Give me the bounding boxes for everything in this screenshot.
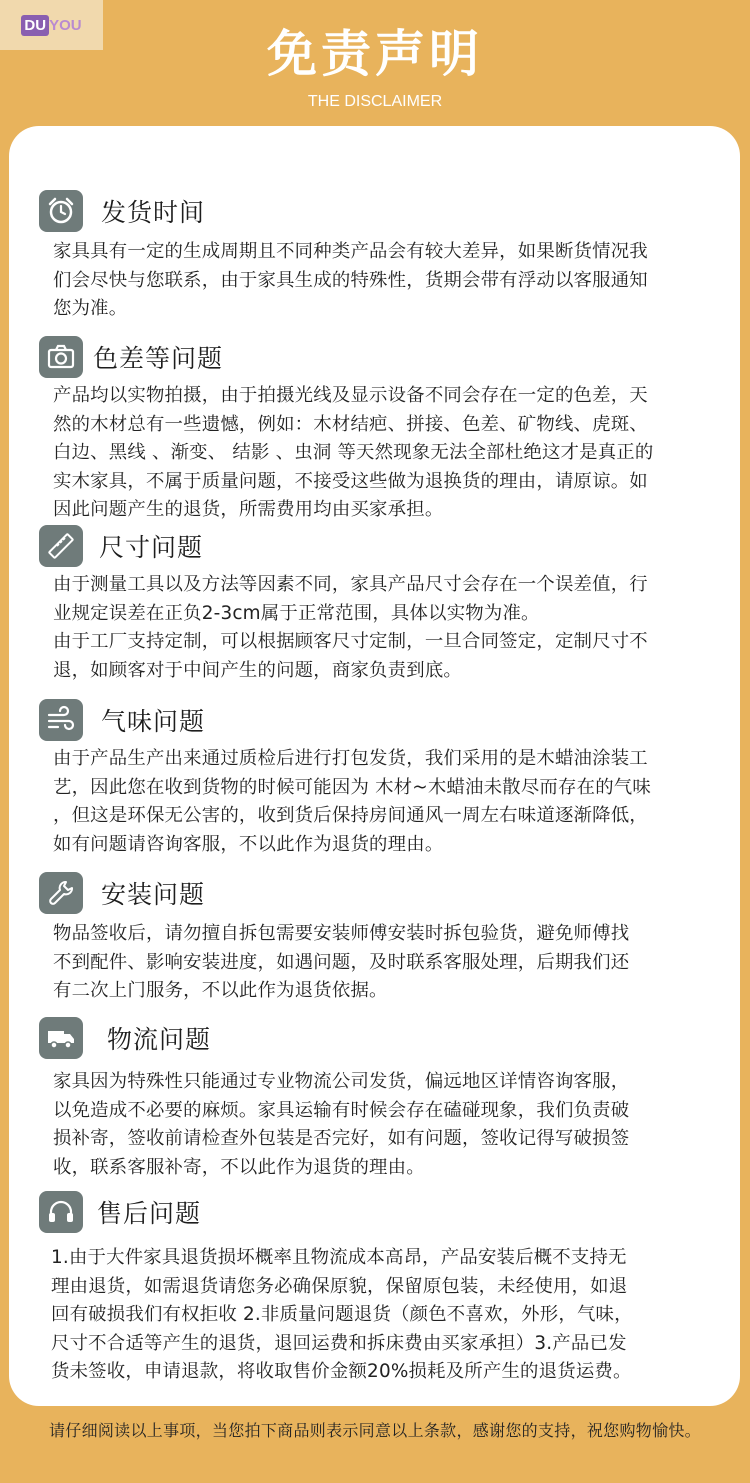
wind-icon: [39, 699, 83, 741]
page-title: 免责声明: [267, 25, 483, 83]
text-line: 白边、黑线 、渐变、 结影 、虫洞 等天然现象无法全部杜绝这才是真正的: [53, 442, 654, 463]
section-color-difference: [39, 335, 729, 525]
text-line: 由于测量工具以及方法等因素不同，家具产品尺寸会存在一个误差值，行: [53, 574, 648, 595]
section-odor: [39, 698, 729, 859]
ruler-icon: [39, 525, 83, 567]
text-line: 如有问题请咨询客服，不以此作为退货的理由。: [53, 833, 444, 855]
section-title: 物流问题: [107, 1025, 212, 1054]
text-line: 因此问题产生的退货，所需费用均由买家承担。: [53, 499, 444, 520]
section-header: [39, 1190, 729, 1234]
section-title: 安装问题: [101, 880, 206, 909]
section-shipping-time: [39, 189, 729, 324]
logo-part2: YOU: [49, 16, 82, 34]
text-line: 您为准。: [53, 298, 128, 319]
text-line: 由于工厂支持定制，可以根据顾客尺寸定制，一旦合同签定，定制尺寸不: [53, 631, 648, 652]
text-line: 货未签收，申请退款，将收取售价金额20%损耗及所产生的退货运费。: [51, 1361, 632, 1382]
text-line: ，但这是环保无公害的，收到货后保持房间通风一周左右味道逐渐降低，: [53, 805, 648, 826]
alarm-clock-icon: [39, 190, 83, 232]
headset-icon: [39, 1191, 83, 1233]
section-text: [53, 571, 715, 685]
section-title: 气味问题: [101, 707, 206, 736]
text-line: 退，如顾客对于中间产生的问题，商家负责到底。: [53, 659, 462, 681]
logo-part1: DU: [21, 15, 49, 36]
section-title: 尺寸问题: [99, 533, 204, 562]
section-text: [53, 1068, 715, 1182]
text-line: 损补寄，签收前请检查外包装是否完好，如有问题，签收记得写破损签: [53, 1128, 630, 1149]
text-line: 们会尽快与您联系，由于家具生成的特殊性，货期会带有浮动以客服通知: [53, 269, 648, 291]
text-line: 实木家具，不属于质量问题，不接受这些做为退换货的理由，请原谅。如: [53, 470, 648, 492]
section-header: [39, 871, 729, 915]
text-line: 理由退货，如需退货请您务必确保原貌，保留原包装，未经使用，如退: [51, 1275, 628, 1297]
camera-icon: [39, 336, 83, 378]
text-line: 然的木材总有一些遗憾，例如：木材结疤、拼接、色差、矿物线、虎斑、: [53, 413, 648, 435]
text-line: 业规定误差在正负2-3cm属于正常范围，具体以实物为准。: [53, 602, 540, 624]
section-header: [39, 524, 729, 568]
section-header: [39, 335, 729, 379]
text-line: 以免造成不必要的麻烦。家具运输有时候会存在磕碰现象，我们负责破: [53, 1099, 630, 1121]
section-size: [39, 524, 729, 685]
section-title: 色差等问题: [93, 344, 224, 373]
text-line: 不到配件、影响安装进度，如遇问题，及时联系客服处理，后期我们还: [53, 951, 630, 973]
text-line: 家具因为特殊性只能通过专业物流公司发货，偏远地区详情咨询客服，: [53, 1071, 630, 1092]
text-line: 由于产品生产出来通过质检后进行打包发货，我们采用的是木蜡油涂装工: [53, 748, 648, 769]
section-text: [51, 1244, 713, 1387]
section-title: 售后问题: [97, 1199, 202, 1228]
section-title: 发货时间: [101, 198, 206, 227]
text-line: 家具具有一定的生成周期且不同种类产品会有较大差异，如果断货情况我: [53, 241, 648, 262]
section-header: [39, 189, 729, 233]
text-line: 收，联系客服补寄，不以此作为退货的理由。: [53, 1156, 425, 1178]
section-header: [39, 1016, 729, 1060]
section-logistics: [39, 1016, 729, 1182]
section-text: [53, 382, 715, 525]
section-text: [53, 238, 715, 324]
text-line: 艺，因此您在收到货物的时候可能因为 木材~木蜡油未散尽而存在的气味: [53, 776, 651, 798]
section-after-sales: [39, 1190, 729, 1387]
section-text: [53, 920, 715, 1006]
truck-icon: [39, 1017, 83, 1059]
text-line: 物品签收后，请勿擅自拆包需要安装师傅安装时拆包验货，避免师傅找: [53, 923, 630, 944]
wrench-icon: [39, 872, 83, 914]
page-subtitle: THE DISCLAIMER: [307, 93, 443, 110]
section-text: [53, 745, 715, 859]
text-line: 回有破损我们有权拒收 2.非质量问题退货（颜色不喜欢，外形，气味，: [51, 1304, 633, 1325]
section-header: [39, 698, 729, 742]
text-line: 有二次上门服务，不以此作为退货依据。: [53, 980, 388, 1001]
section-installation: [39, 871, 729, 1006]
text-line: 1.由于大件家具退货损坏概率且物流成本高昂，产品安装后概不支持无: [51, 1247, 627, 1268]
text-line: 尺寸不合适等产生的退货，退回运费和拆床费由买家承担）3.产品已发: [51, 1332, 627, 1354]
text-line: 产品均以实物拍摄，由于拍摄光线及显示设备不同会存在一定的色差，天: [53, 385, 648, 406]
footer-notice: 请仔细阅读以上事项，当您拍下商品则表示同意以上条款，感谢您的支持，祝您购物愉快。: [48, 1421, 701, 1440]
